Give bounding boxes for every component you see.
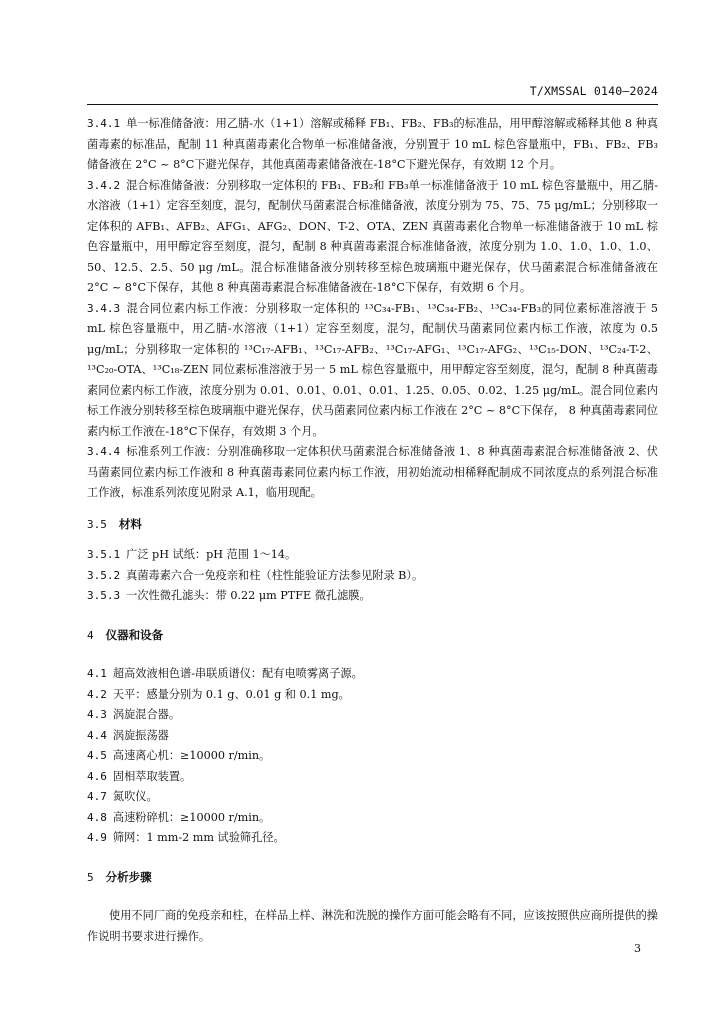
clause-4-9 bbox=[87, 828, 658, 849]
clause-text: 天平：感量分别为 0.1 g、0.01 g 和 0.1 mg。 bbox=[112, 687, 350, 701]
clause-number: 4.1 bbox=[87, 667, 107, 680]
clause-number: 4.4 bbox=[87, 728, 107, 742]
clause-text: 固相萃取装置。 bbox=[112, 769, 192, 783]
section-title: 材料 bbox=[118, 516, 142, 531]
clause-text: 筛网：1 mm-2 mm 试验筛孔径。 bbox=[112, 831, 285, 844]
clause-3-5-1 bbox=[87, 545, 658, 566]
clause-number: 4.8 bbox=[87, 810, 107, 824]
clause-number: 3.4.4 bbox=[87, 445, 121, 458]
section-5-paragraph: 使用不同厂商的免疫亲和柱，在样品上样、淋洗和洗脱的操作方面可能会略有不同，应该按照供应商所提供的操作说明书要求进行操作。 bbox=[87, 909, 658, 943]
clause-text: 广泛 pH 试纸：pH 范围 1～14。 bbox=[126, 548, 297, 561]
document-body bbox=[87, 114, 658, 947]
section-title: 仪器和设备 bbox=[105, 627, 164, 642]
clause-4-5 bbox=[87, 746, 658, 767]
clause-text: 标准系列工作液：分别准确移取一定体积伏马菌素混合标准储备液 1、8 种真菌毒素混合标准储备液 2、伏马菌素同位素内标工作液和 8 种真菌毒素同位素内标工作液，用初始流动相稀释配制成不同浓度点的系列混合标准工作液，标准系列浓度见附录 A.1，临用现配。 bbox=[87, 445, 658, 499]
clause-number: 4.6 bbox=[87, 769, 107, 783]
clause-number: 4.3 bbox=[87, 708, 107, 721]
clause-number: 4.5 bbox=[87, 749, 107, 762]
section-number: 5 bbox=[87, 870, 94, 884]
clause-3-4-2 bbox=[87, 176, 658, 299]
clause-text: 涡旋混合器。 bbox=[112, 708, 181, 721]
clause-text: 氮吹仪。 bbox=[112, 790, 158, 803]
clause-3-5-3 bbox=[87, 586, 658, 607]
clause-text: 混合同位素内标工作液：分别移取一定体积的 ¹³C₃₄-FB₁、¹³C₃₄-FB₂、¹³C₃₄-FB₃的同位素标准溶液于 5 mL 棕色容量瓶中，用乙腈-水溶液（1+1）定容至刻度，混匀，配制伏马菌素同位素内标工作液，浓度为 0.5 μg/mL；分别移取一定体积的 ¹³C₁₇-AFB₁、¹³C₁₇-AFB₂、¹³C₁₇-AFG₁、¹³C₁₇-AFG₂、¹³C₁₅-DON、¹³C₂₄-T-2、¹³C₂₀-OTA、¹³C₁₈-ZEN 同位素标准溶液于另一 5 mL 棕色容量瓶中，用甲醇定容至刻度，混匀，配制 8 种真菌毒素同位素内标工作液，浓度分别为 0.01、0.01、0.01、0.01、1.25、0.05、0.02、1.25 μg/mL。混合同位素内标工作液分别转移至棕色玻璃瓶中避光保存，伏马菌素同位素内标工作液在 2°C ~ 8°C下保存， 8 种真菌毒素同位素内标工作液在-18°C下保存，有效期 3 个月。 bbox=[87, 301, 658, 438]
clause-number: 3.4.3 bbox=[87, 301, 121, 315]
section-heading-4 bbox=[87, 625, 658, 647]
standard-number: T/XMSSAL 0140—2024 bbox=[529, 84, 658, 98]
clause-4-4 bbox=[87, 726, 658, 747]
clause-number: 4.7 bbox=[87, 790, 107, 803]
clause-text: 一次性微孔滤头：带 0.22 μm PTFE 微孔滤膜。 bbox=[126, 589, 371, 602]
section-number: 4 bbox=[87, 628, 94, 642]
clause-4-3 bbox=[87, 705, 658, 726]
section-title: 分析步骤 bbox=[105, 869, 152, 884]
page-number: 3 bbox=[634, 942, 641, 955]
clause-3-5-2 bbox=[87, 566, 658, 587]
clause-text: 高速离心机：≥10000 r/min。 bbox=[112, 749, 271, 762]
clause-number: 3.4.2 bbox=[87, 178, 121, 192]
clause-number: 4.2 bbox=[87, 687, 107, 701]
clause-3-4-4 bbox=[87, 442, 658, 504]
clause-4-6 bbox=[87, 767, 658, 788]
clause-text: 高速粉碎机：≥10000 r/min。 bbox=[112, 810, 271, 824]
clause-4-8 bbox=[87, 808, 658, 829]
clause-text: 涡旋振荡器 bbox=[112, 728, 169, 742]
clause-3-4-3 bbox=[87, 299, 658, 443]
clause-number: 3.4.1 bbox=[87, 117, 121, 130]
header-rule bbox=[87, 104, 658, 105]
clause-text: 混合标准储备液：分别移取一定体积的 FB₁、FB₂和 FB₃单一标准储备液于 10 mL 棕色容量瓶中，用乙腈-水溶液（1+1）定容至刻度，混匀，配制伏马菌素混合标准储备液，浓度分别为 75、75、75 μg/mL；分别移取一定体积的 AFB₁、AFB₂、AFG₁、AFG₂、DON、T-2、OTA、ZEN 真菌毒素化合物单一标准储备液于 10 mL 棕色容量瓶中，用甲醇定容至刻度，混匀，配制 8 种真菌毒素混合标准储备液，浓度分别为 1.0、1.0、1.0、1.0、50、12.5、2.5、50 μg /mL。混合标准储备液分别转移至棕色玻璃瓶中避光保存，伏马菌素混合标准储备液在 2°C ~ 8°C下保存，其他 8 种真菌毒素混合标准储备液在-18°C下保存，有效期 6 个月。 bbox=[87, 178, 658, 294]
clause-number: 4.9 bbox=[87, 831, 107, 844]
section-heading-5 bbox=[87, 867, 658, 889]
clause-text: 超高效液相色谱-串联质谱仪：配有电喷雾离子源。 bbox=[112, 667, 363, 680]
clause-text: 真菌毒素六合一免疫亲和柱（柱性能验证方法参见附录 B）。 bbox=[126, 568, 424, 582]
clause-number: 3.5.1 bbox=[87, 548, 121, 561]
clause-3-4-1 bbox=[87, 114, 658, 176]
clause-number: 3.5.2 bbox=[87, 568, 121, 582]
clause-4-1 bbox=[87, 664, 658, 685]
section-number: 3.5 bbox=[87, 517, 107, 531]
clause-4-2 bbox=[87, 685, 658, 706]
section-heading-3-5 bbox=[87, 514, 658, 536]
clause-text: 单一标准储备液：用乙腈-水（1+1）溶解或稀释 FB₁、FB₂、FB₃的标准品，用甲醇溶解或稀释其他 8 种真菌毒素的标准品，配制 11 种真菌毒素化合物单一标准储备液，分别置于 10 mL 棕色容量瓶中，FB₁、FB₂、FB₃储备液在 2°C ~ 8°C下避光保存，其他真菌毒素储备液在-18°C下避光保存，有效期 12 个月。 bbox=[87, 117, 658, 171]
clause-number: 3.5.3 bbox=[87, 589, 121, 602]
clause-4-7 bbox=[87, 787, 658, 808]
